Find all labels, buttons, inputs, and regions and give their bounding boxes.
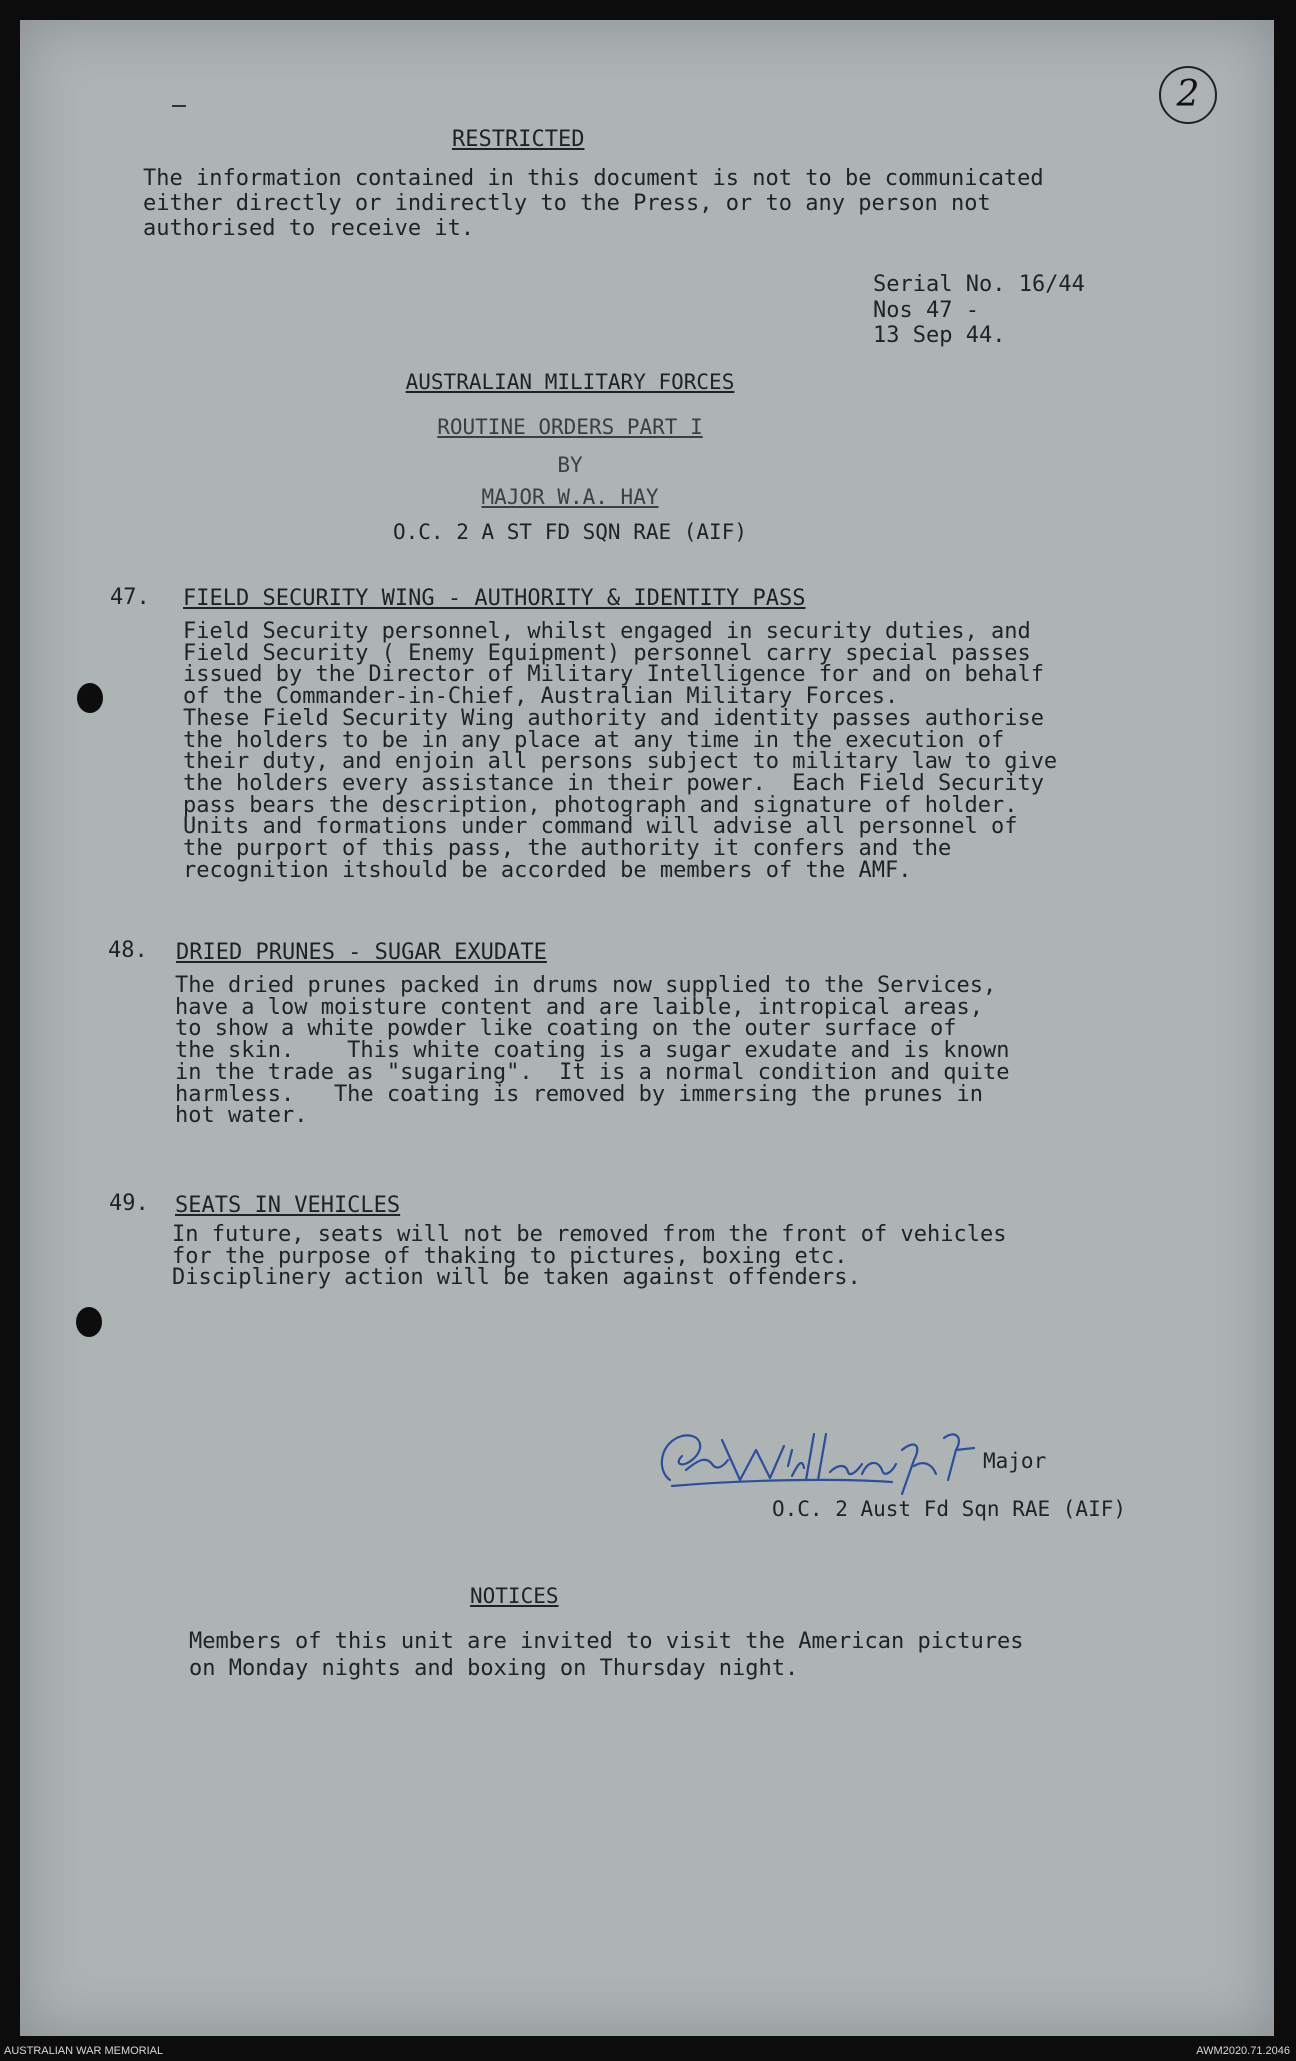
order-line: the holders every assistance in their power. Each Field Security [183,770,1044,796]
order-title: FIELD SECURITY WING - AUTHORITY & IDENTITY PASS [183,586,806,611]
serial-number: Serial No. 16/44 [873,272,1085,297]
order-line: recognition itshould be accorded be members of the AMF. [183,857,912,883]
order-line: the holders to be in any place at any time in the execution of [183,727,1005,753]
order-line: Disciplinery action will be taken against offenders. [172,1265,861,1291]
order-line: their duty, and enjoin all persons subject to military law to give [183,749,1058,775]
order-number: 48. [108,938,148,963]
document-page [20,20,1274,2036]
restricted-line: The information contained in this document is not to be communicated [143,166,1044,191]
order-body [175,975,1009,1127]
order-line: In future, seats will not be removed from the front of vehicles [172,1222,1007,1247]
order-line: harmless. The coating is removed by immersing the prunes in [175,1081,983,1107]
order-line: the purport of this pass, the authority it confers and the [183,836,952,862]
order-line: to show a white powder like coating on the outer surface of [175,1016,957,1042]
punch-hole [77,683,103,713]
ink-dash [172,105,186,107]
restricted-line: authorised to receive it. [143,216,475,241]
signatory-rank: Major [983,1449,1047,1473]
footer-bar [0,2040,1296,2061]
order-line: Field Security personnel, whilst engaged in security duties, and [183,619,1031,644]
order-line: Field Security ( Enemy Equipment) personnel carry special passes [183,640,1031,666]
order-title: SEATS IN VEHICLES [175,1193,401,1218]
order-numbers: Nos 47 - [873,298,979,323]
footer-accession-number: AWM2020.71.2046 [1196,2045,1290,2057]
heading-by: BY [557,453,583,477]
heading-orders: ROUTINE ORDERS PART I [437,415,703,439]
order-number: 47. [110,585,150,610]
issue-date: 13 Sep 44. [873,323,1006,348]
order-line: The dried prunes packed in drums now supplied to the Services, [175,973,997,998]
order-line: These Field Security Wing authority and identity passes authorise [183,705,1044,731]
notices-title: NOTICES [470,1584,559,1608]
page-number-mark: 2 [1159,66,1217,124]
order-line: Units and formations under command will advise all personnel of [183,814,1018,840]
heading-unit: O.C. 2 A ST FD SQN RAE (AIF) [392,520,747,544]
heading-officer: MAJOR W.A. HAY [481,485,659,509]
order-line: for the purpose of thaking to pictures, boxing etc. [172,1243,848,1269]
order-line: in the trade as "sugaring". It is a normal condition and quite [175,1059,1010,1085]
order-line: the skin. This white coating is a sugar exudate and is known [175,1038,1010,1064]
order-body [172,1224,1006,1289]
notices-line: Members of this unit are invited to visit the American pictures [189,1629,1024,1654]
heading-forces: AUSTRALIAN MILITARY FORCES [405,370,735,394]
order-line: issued by the Director of Military Intelligence for and on behalf [183,662,1044,688]
order-line: have a low moisture content and are laible, intropical areas, [175,994,983,1020]
order-title: DRIED PRUNES - SUGAR EXUDATE [176,940,547,965]
signatory-unit: O.C. 2 Aust Fd Sqn RAE (AIF) [772,1497,1127,1521]
handwritten-signature [652,1420,982,1500]
notices-line: on Monday nights and boxing on Thursday night. [189,1656,799,1681]
order-number: 49. [109,1191,149,1216]
restricted-title: RESTRICTED [452,127,585,152]
order-body [183,621,1057,881]
order-line: of the Commander-in-Chief, Australian Military Forces. [183,684,899,710]
restricted-line: either directly or indirectly to the Press, or to any person not [143,191,991,216]
punch-hole [76,1307,102,1337]
order-line: pass bears the description, photograph and signature of holder. [183,792,1018,818]
footer-institution: AUSTRALIAN WAR MEMORIAL [4,2045,164,2057]
order-line: hot water. [175,1103,308,1129]
